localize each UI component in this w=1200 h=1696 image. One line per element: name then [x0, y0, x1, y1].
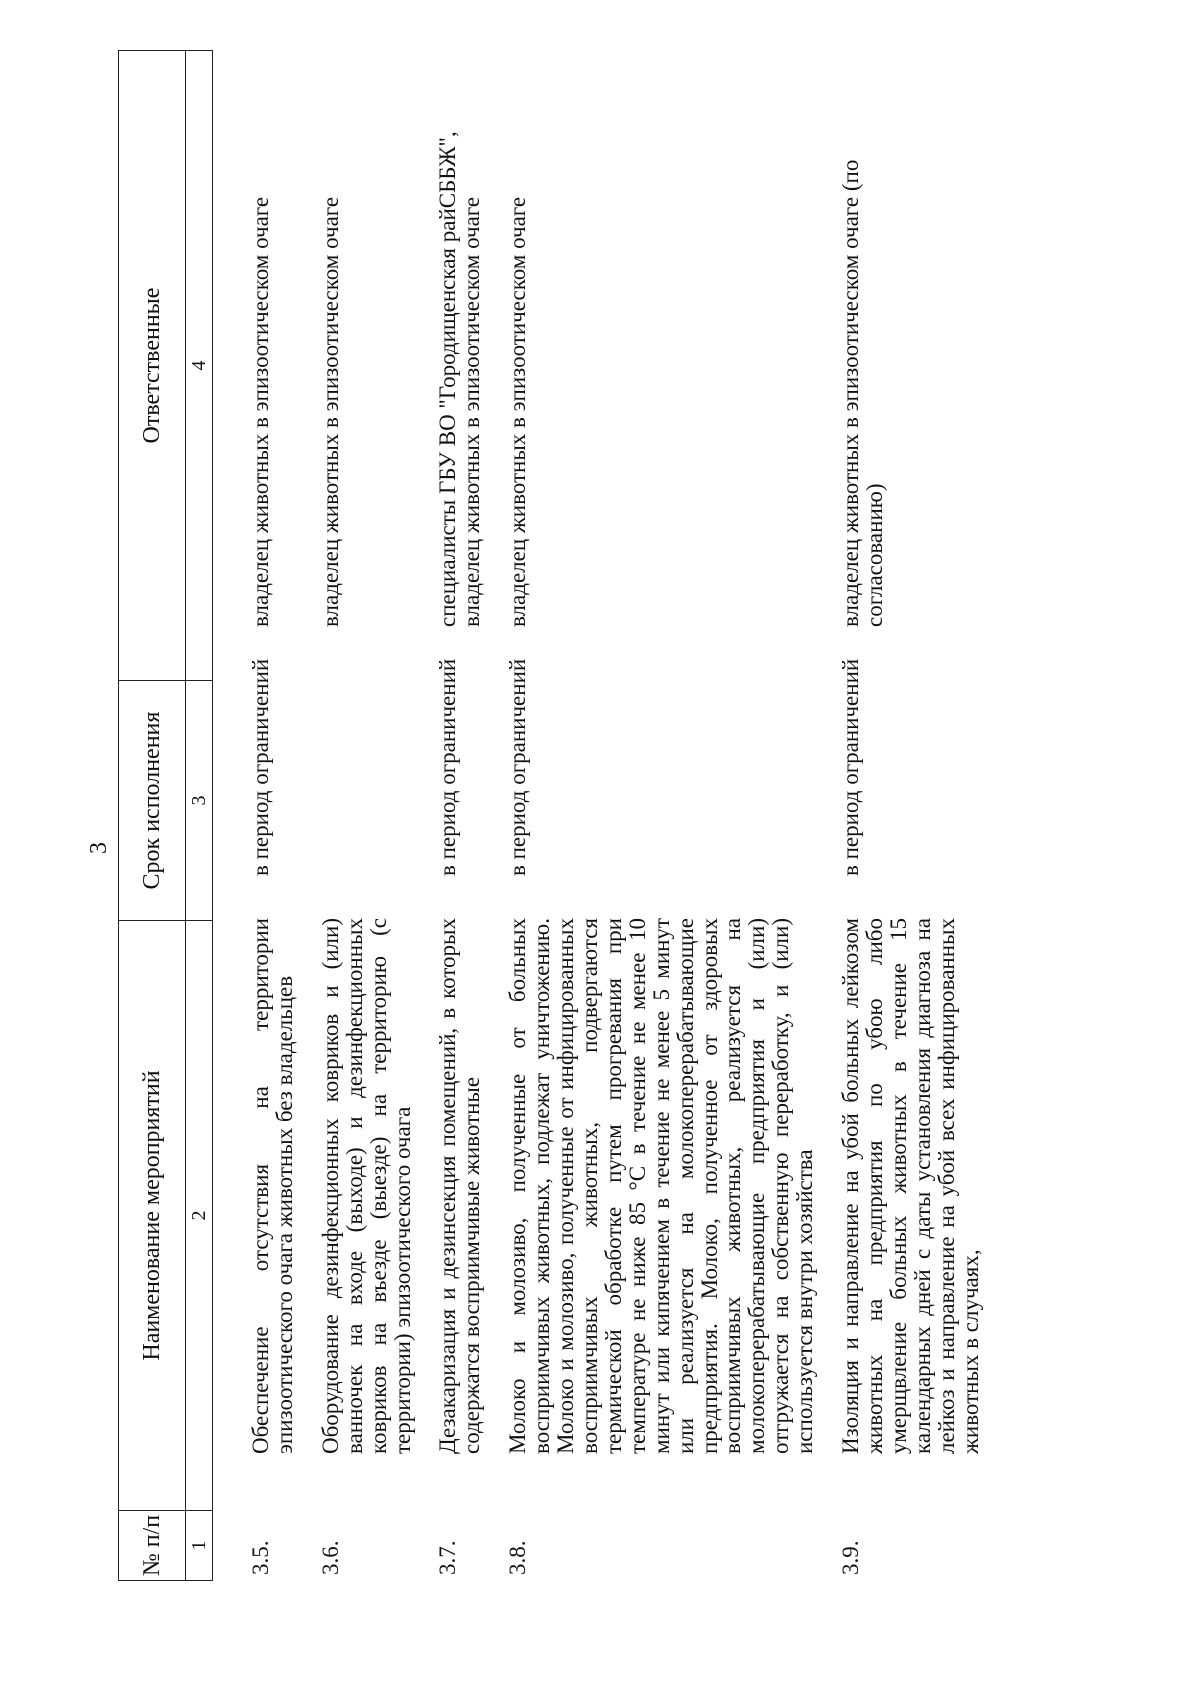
- table-row: [297, 51, 415, 1581]
- row-measure: Изоляция и направление на убой больных лейкозом животных на предприятия по убою либо умерщвление больных животных в течение 15 календарных дней с даты установления диагноза на лейкоз и направление на убой всех инфицированных животных в случаях,: [838, 918, 983, 1454]
- measures-table: [118, 51, 982, 1581]
- row-term: в период ограничений: [505, 658, 531, 876]
- table-header: [118, 50, 213, 1581]
- header-number: № п/п: [119, 1511, 186, 1581]
- row-responsible: владелец животных в эпизоотическом очаге: [505, 196, 531, 627]
- header-measure-name: Наименование мероприятий: [119, 921, 186, 1511]
- page-number: 3: [86, 842, 112, 854]
- table-row: [817, 51, 982, 1581]
- row-number: 3.8.: [505, 1540, 531, 1575]
- header-responsible: Ответственные: [119, 51, 186, 681]
- row-term: [297, 639, 415, 894]
- row-responsible: владелец животных в эпизоотическом очаге: [248, 196, 273, 627]
- table-row: [484, 51, 817, 1581]
- row-number: 3.7.: [435, 1540, 461, 1575]
- row-responsible: владелец животных в эпизоотическом очаге: [317, 196, 343, 627]
- table-row: [227, 51, 297, 1581]
- row-responsible: владелец животных в эпизоотическом очаге (по согласованию): [838, 159, 887, 627]
- header-col-index: 3: [186, 681, 213, 921]
- table-body: [227, 51, 982, 1581]
- row-number: 3.6.: [317, 1540, 343, 1575]
- row-responsible: специалисты ГБУ ВО "Городищенская райСББЖ", владелец животных в эпизоотическом очаге: [435, 131, 485, 627]
- row-term: в период ограничений: [435, 658, 461, 876]
- row-measure: Молоко и молозиво, полученные от больных восприимчивых животных, подлежат уничтожению. Молоко и молозиво, полученные от инфицированных восприимчивых животных, подвергаются термической обработке путем прогревания при температуре не ниже 85 °С в течение не менее 10 минут или кипячением в течение не менее 5 минут или реализуется на молокоперерабатывающие предприятия. Молоко, полученное от здоровых восприимчивых животных, реализуется на молокоперерабатывающие предприятия и (или) отгружается на собственную переработку, и (или) используется внутри хозяйства: [505, 918, 818, 1454]
- header-col-index: 2: [186, 921, 213, 1511]
- header-col-index: 4: [186, 51, 213, 681]
- row-term: в период ограничений: [248, 658, 273, 876]
- table-row: [414, 51, 484, 1581]
- header-term: Срок исполнения: [119, 681, 186, 921]
- row-measure: Обеспечение отсутствия на территории эпизоотического очага животных без владельцев: [248, 918, 297, 1454]
- row-number: 3.5.: [248, 1540, 273, 1575]
- row-number: 3.9.: [838, 1540, 864, 1575]
- row-measure: Дезакаризация и дезинсекция помещений, в которых содержатся восприимчивые животные: [435, 918, 485, 1454]
- row-term: в период ограничений: [838, 658, 864, 876]
- row-measure: Оборудование дезинфекционных ковриков и (или) ванночек на входе (выходе) и дезинфекционных ковриков на въезде (выезде) на территорию (с территории) эпизоотического очага: [317, 918, 415, 1454]
- header-col-index: 1: [186, 1511, 213, 1581]
